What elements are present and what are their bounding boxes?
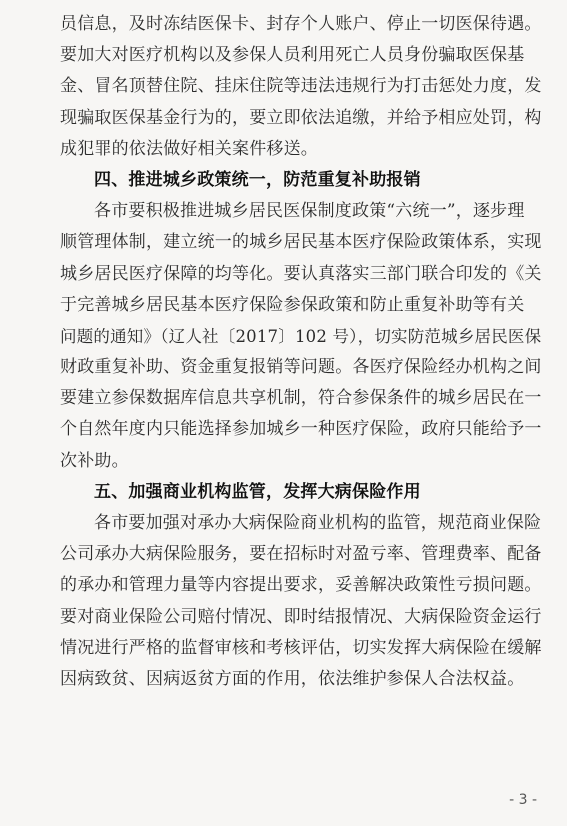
text-line: 次补助。 <box>60 450 129 471</box>
text-line: 各市要加强对承办大病保险商业机构的监管，规范商业保险 <box>94 513 542 533</box>
text-line: 成犯罪的依法做好相关案件移送。 <box>60 138 318 159</box>
text-line: 要建立参保数据库信息共享机制，符合参保条件的城乡居民在一 <box>60 388 542 409</box>
section-heading: 五、加强商业机构监管，发挥大病保险作用 <box>94 481 421 502</box>
text-line: 于完善城乡居民基本医疗保险参保政策和防止重复补助等有关 <box>60 294 525 315</box>
text-line: 问题的通知》（辽人社〔2017〕102 号），切实防范城乡居民医保 <box>60 326 542 346</box>
text-line: 城乡居民医疗保障的均等化。要认真落实三部门联合印发的《关 <box>60 263 542 284</box>
text-line: 财政重复补助、资金重复报销等问题。各医疗保险经办机构之间 <box>60 357 542 378</box>
text-line: 各市要积极推进城乡居民医保制度政策“六统一”，逐步理 <box>94 201 525 222</box>
text-line: 现骗取医保基金行为的，要立即依法追缴，并给予相应处罚，构 <box>60 107 542 128</box>
text-line: 个自然年度内只能选择参加城乡一种医疗保险，政府只能给予一 <box>60 419 542 440</box>
text-line: 的承办和管理力量等内容提出要求，妥善解决政策性亏损问题。 <box>60 575 542 596</box>
section-heading: 四、推进城乡政策统一，防范重复补助报销 <box>94 169 421 190</box>
text-line: 因病致贫、因病返贫方面的作用，依法维护参保人合法权益。 <box>60 668 525 689</box>
page-number: - 3 - <box>509 792 537 808</box>
text-line: 员信息，及时冻结医保卡、封存个人账户、停止一切医保待遇。 <box>60 14 542 34</box>
text-line: 金、冒名顶替住院、挂床住院等违法违规行为打击惩处力度，发 <box>60 76 542 97</box>
text-line: 顺管理体制，建立统一的城乡居民基本医疗保险政策体系，实现 <box>60 232 542 253</box>
text-line: 要对商业保险公司赔付情况、即时结报情况、大病保险资金运行 <box>60 606 542 627</box>
document-body <box>60 9 547 695</box>
text-line: 情况进行严格的监督审核和考核评估，切实发挥大病保险在缓解 <box>60 637 542 658</box>
text-line: 要加大对医疗机构以及参保人员利用死亡人员身份骗取医保基 <box>60 45 525 66</box>
text-line: 公司承办大病保险服务，要在招标时对盈亏率、管理费率、配备 <box>60 544 542 565</box>
